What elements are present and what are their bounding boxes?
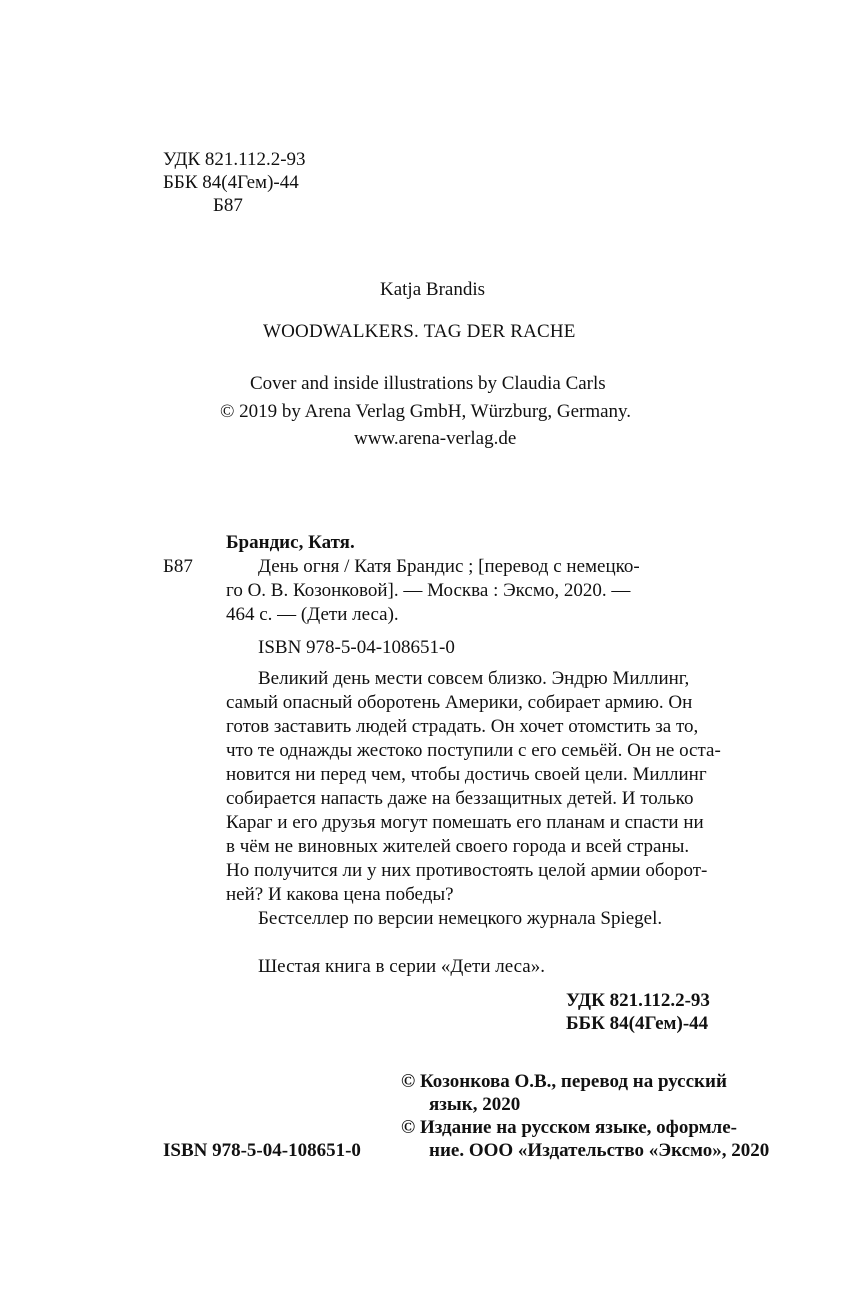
annotation-line: самый опасный оборотень Америки, собирает армию. Он xyxy=(226,692,693,713)
record-description-line: 464 с. — (Дети леса). xyxy=(226,604,399,625)
annotation-line: готов заставить людей страдать. Он хочет отомстить за то, xyxy=(226,716,699,737)
copyright-edition-line: © Издание на русском языке, оформле- xyxy=(401,1117,737,1138)
annotation-line: собирается напасть даже на беззащитных детей. И только xyxy=(226,788,694,809)
annotation-line: Но получится ли у них противостоять целой армии оборот- xyxy=(226,860,708,881)
publisher-website: www.arena-verlag.de xyxy=(354,428,517,449)
copyright-translation-line: © Козонкова О.В., перевод на русский xyxy=(401,1071,727,1092)
udk-code: УДК 821.112.2-93 xyxy=(163,149,306,170)
illustrations-credit: Cover and inside illustrations by Claudia Carls xyxy=(250,373,606,394)
annotation-line: Караг и его друзья могут помешать его планам и спасти ни xyxy=(226,812,704,833)
annotation-line: что те однажды жестоко поступили с его семьёй. Он не оста- xyxy=(226,740,721,761)
footer-udk-code: УДК 821.112.2-93 xyxy=(566,990,710,1011)
copyright-translation-line: язык, 2020 xyxy=(429,1094,521,1115)
annotation-line: ней? И какова цена победы? xyxy=(226,884,454,905)
author-code: Б87 xyxy=(213,195,243,216)
record-isbn: ISBN 978-5-04-108651-0 xyxy=(258,637,455,658)
annotation-line: новится ни перед чем, чтобы достичь своей цели. Миллинг xyxy=(226,764,707,785)
footer-isbn: ISBN 978-5-04-108651-0 xyxy=(163,1140,361,1161)
original-copyright: © 2019 by Arena Verlag GmbH, Würzburg, Germany. xyxy=(220,401,632,422)
bbk-code: ББК 84(4Гем)-44 xyxy=(163,172,299,193)
record-description-line: го О. В. Козонковой]. — Москва : Эксмо, 2020. — xyxy=(226,580,631,601)
original-author: Katja Brandis xyxy=(380,279,486,300)
copyright-edition-line: ние. ООО «Издательство «Эксмо», 2020 xyxy=(429,1140,770,1161)
annotation-line: Великий день мести совсем близко. Эндрю Миллинг, xyxy=(258,668,690,689)
record-author-heading: Брандис, Катя. xyxy=(226,532,355,553)
annotation-line: в чём не виновных жителей своего города и всей страны. xyxy=(226,836,690,857)
footer-bbk-code: ББК 84(4Гем)-44 xyxy=(566,1013,709,1034)
bestseller-note: Бестселлер по версии немецкого журнала Spiegel. xyxy=(258,908,663,929)
record-code: Б87 xyxy=(163,556,193,577)
original-title: WOODWALKERS. TAG DER RACHE xyxy=(263,321,576,342)
record-description-line: День огня / Катя Брандис ; [перевод с немецко- xyxy=(258,556,640,577)
series-note: Шестая книга в серии «Дети леса». xyxy=(258,956,545,977)
